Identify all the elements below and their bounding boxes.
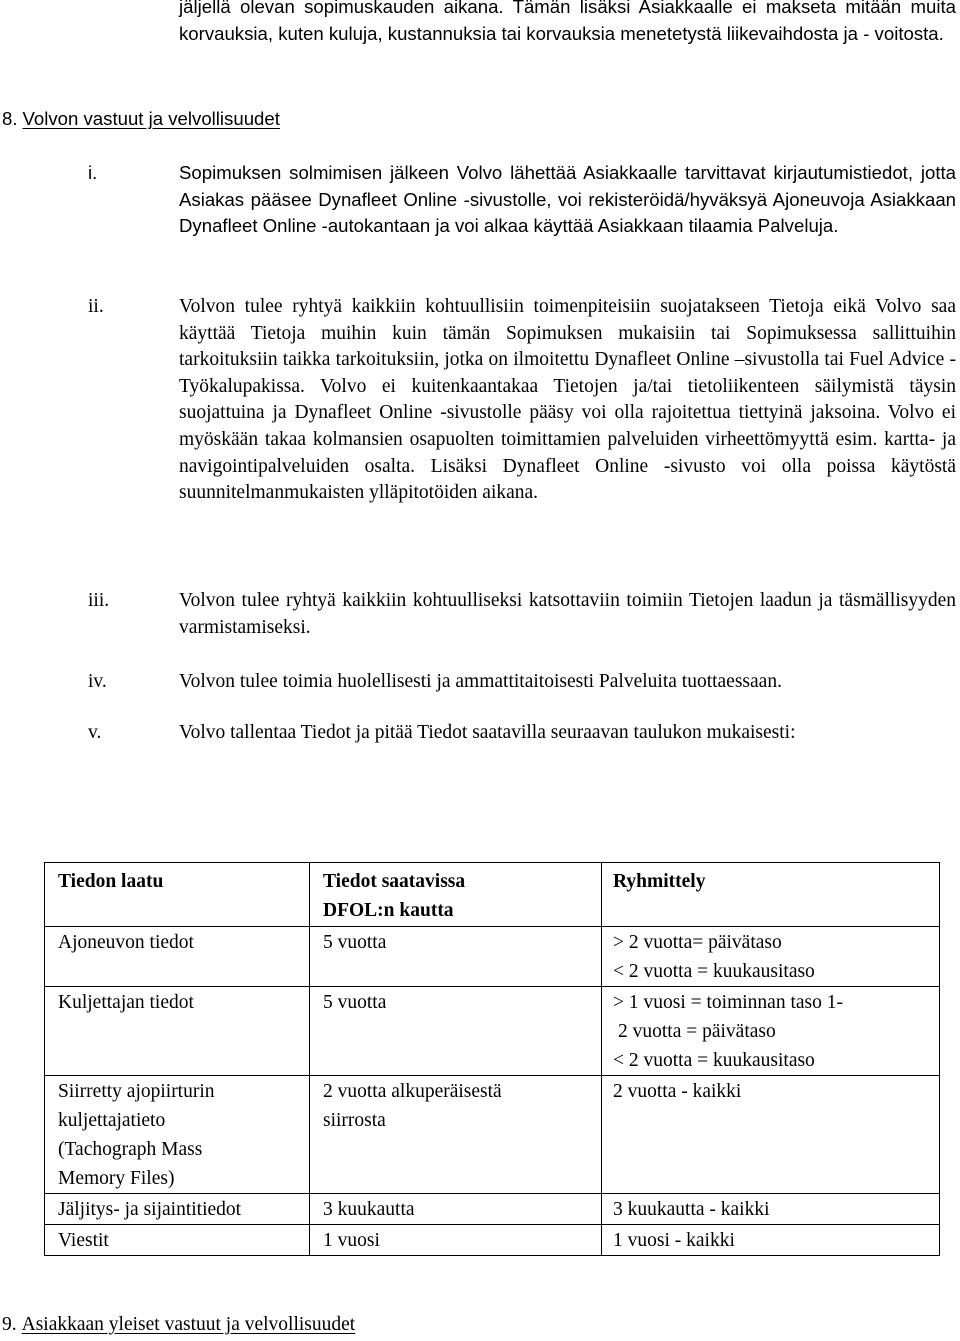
cell-line: 5 vuotta: [323, 932, 387, 953]
table-cell: [310, 1076, 602, 1194]
cell-line: DFOL:n kautta: [323, 900, 454, 921]
item-label: iii.: [88, 590, 110, 611]
section-8-heading: [2, 106, 280, 132]
table-cell: [45, 987, 310, 1076]
cell-line: 1 vuosi: [323, 1230, 380, 1251]
cell-line: Tiedon laatu: [58, 871, 164, 892]
header-cell: [602, 863, 940, 927]
cell-line: < 2 vuotta = kuukausitaso: [613, 961, 815, 982]
cell-line: siirrosta: [323, 1110, 386, 1131]
cell-line: > 2 vuotta= päivätaso: [613, 932, 782, 953]
cell-line: 2 vuotta - kaikki: [613, 1081, 742, 1102]
section-9-heading: [2, 1312, 355, 1338]
item-text: Volvo tallentaa Tiedot ja pitää Tiedot saatavilla seuraavan taulukon mukaisesti:: [179, 722, 796, 743]
section-9-title: Asiakkaan yleiset vastuut ja velvollisuudet: [21, 1314, 356, 1335]
cell-line: Viestit: [58, 1230, 109, 1251]
section-8-title: Volvon vastuut ja velvollisuudet: [22, 108, 280, 129]
table-row: [45, 1076, 940, 1194]
cell-line: Ajoneuvon tiedot: [58, 932, 194, 953]
item-label: iv.: [88, 671, 107, 692]
cell-line: 2 vuotta alkuperäisestä: [323, 1081, 502, 1102]
table-cell: [602, 987, 940, 1076]
intro-paragraph: jäljellä olevan sopimuskauden aikana. Tämän lisäksi Asiakkaalle ei makseta mitään muita korvauksia, kuten kuluja, kustannuksia tai korvauksia menetetystä liikevaihdosta ja - voitosta.: [179, 0, 956, 44]
cell-line: Siirretty ajopiirturin: [58, 1081, 215, 1102]
header-cell: [310, 863, 602, 927]
section-9-number: 9.: [2, 1314, 17, 1335]
item-label: v.: [88, 722, 102, 743]
cell-line: > 1 vuosi = toiminnan taso 1-: [613, 992, 843, 1013]
cell-line: 3 kuukautta - kaikki: [613, 1199, 770, 1220]
cell-line: Jäljitys- ja sijaintitiedot: [58, 1199, 242, 1220]
table-cell: [602, 927, 940, 987]
cell-line: 1 vuosi - kaikki: [613, 1230, 735, 1251]
header-cell: [45, 863, 310, 927]
table-cell: [310, 1225, 602, 1256]
cell-line: Memory Files): [58, 1168, 175, 1189]
table-cell: [602, 1076, 940, 1194]
item-text: Volvon tulee ryhtyä kaikkiin kohtuulliseksi katsottaviin toimiin Tietojen laadun ja täsmällisyyden varmistamiseksi.: [179, 590, 956, 638]
table-cell: [602, 1225, 940, 1256]
table-row: [45, 1225, 940, 1256]
data-retention-table: [44, 862, 940, 1256]
cell-line: < 2 vuotta = kuukausitaso: [613, 1050, 815, 1071]
table-cell: [310, 987, 602, 1076]
table-header-row: [45, 863, 940, 927]
section-8-number: 8.: [2, 108, 18, 129]
item-text: Volvon tulee toimia huolellisesti ja ammattitaitoisesti Palveluita tuottaessaan.: [179, 671, 782, 692]
cell-line: 3 kuukautta: [323, 1199, 415, 1220]
item-label: ii.: [88, 296, 104, 317]
cell-line: Tiedot saatavissa: [323, 871, 466, 892]
item-text: Sopimuksen solmimisen jälkeen Volvo lähettää Asiakkaalle tarvittavat kirjautumistiedot, jotta Asiakas pääsee Dynafleet Online -sivustolle, voi rekisteröidä/hyväksyä Ajoneuvoja Asiakkaan Dynafleet Online -autokantaan ja voi alkaa käyttää Asiakkaan tilaamia Palveluja.: [179, 162, 956, 237]
table-cell: [45, 1225, 310, 1256]
cell-line: 2 vuotta = päivätaso: [618, 1021, 776, 1042]
item-text: Volvon tulee ryhtyä kaikkiin kohtuullisiin toimenpiteisiin suojatakseen Tietoja eikä Volvo saa käyttää Tietoja muihin kuin tämän Sopimuksen mukaisiin tai Sopimuksessa sallittuihin tarkoituksiin taikka tarkoituksiin, jotka on ilmoitettu Dynafleet Online –sivustolla tai Fuel Advice -Työkalupakissa. Volvo ei kuitenkaantakaa Tietojen ja/tai tietoliikenteen säilymistä täysin suojattuina ja Dynafleet Online -sivustolle pääsy voi olla rajoitettua tiettyinä jaksoina. Volvo ei myöskään takaa kolmansien osapuolten toimittamien palveluiden virheettömyyttä esim. kartta- ja navigointipalveluiden osalta. Lisäksi Dynafleet Online -sivusto voi olla poissa käytöstä suunnitelmanmukaisten ylläpitotöiden aikana.: [179, 296, 956, 504]
table-cell: [45, 1076, 310, 1194]
cell-line: (Tachograph Mass: [58, 1139, 203, 1160]
table-cell: [45, 1194, 310, 1225]
cell-line: 5 vuotta: [323, 992, 387, 1013]
table-row: [45, 927, 940, 987]
cell-line: kuljettajatieto: [58, 1110, 166, 1131]
item-label: i.: [88, 162, 98, 183]
cell-line: Ryhmittely: [613, 871, 706, 892]
table-cell: [310, 927, 602, 987]
table-cell: [602, 1194, 940, 1225]
table-cell: [310, 1194, 602, 1225]
cell-line: Kuljettajan tiedot: [58, 992, 194, 1013]
table-row: [45, 1194, 940, 1225]
table-row: [45, 987, 940, 1076]
table-cell: [45, 927, 310, 987]
